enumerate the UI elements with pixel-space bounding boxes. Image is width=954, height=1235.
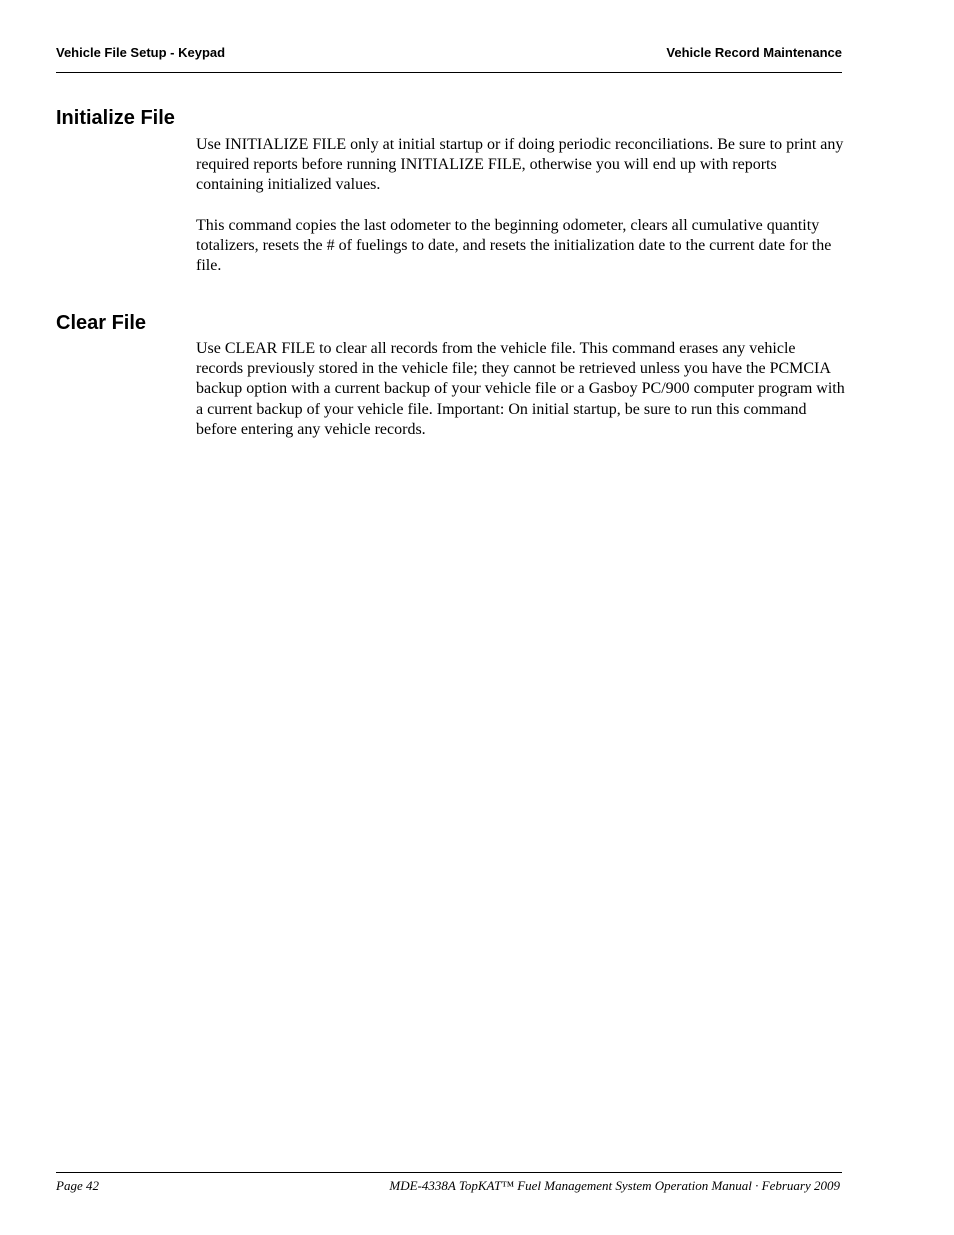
header-section-title: Vehicle File Setup - Keypad [56,45,226,60]
section-heading-clear-file: Clear File [56,312,147,334]
manual-title: MDE-4338A TopKAT™ Fuel Management System Operation Manual · February 2009 [389,1178,840,1193]
page-header [56,45,842,73]
page-footer [56,1172,842,1197]
section-heading-initialize-file: Initialize File [56,107,175,129]
page-number: Page 42 [56,1178,99,1193]
clear-file-paragraph: Use CLEAR FILE to clear all records from the vehicle file. This command erases any vehicle records previously stored in the vehicle file; they cannot be retrieved unless you have the PCMCIA backup option with a current backup of your vehicle file or a Gasboy PC/900 computer program with a current backup of your vehicle file. Important: On initial startup, be sure to run this command before entering any vehicle records. [196,340,845,438]
header-chapter-title: Vehicle Record Maintenance [666,45,842,60]
initialize-file-paragraph-1: Use INITIALIZE FILE only at initial startup or if doing periodic reconciliations. Be sure to print any required reports before running INITIALIZE FILE, otherwise you will end up with reports containing initialized values. [196,136,844,194]
initialize-file-paragraph-2: This command copies the last odometer to the beginning odometer, clears all cumulative quantity totalizers, resets the # of fuelings to date, and resets the initialization date to the current date for the file. [196,217,832,275]
